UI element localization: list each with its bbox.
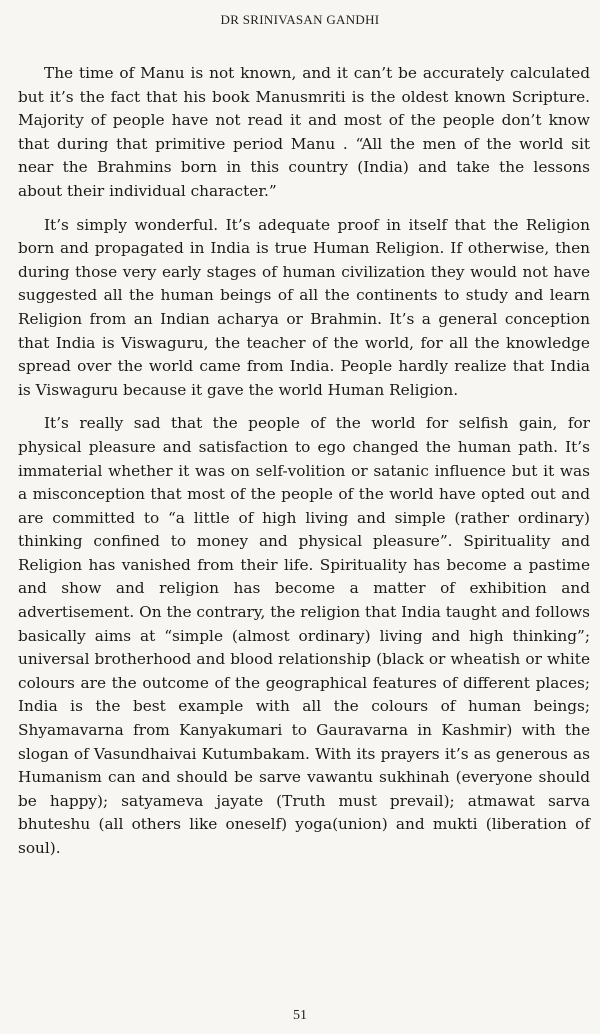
paragraph-1: The time of Manu is not known, and it can’t be accurately calculated but it’s the fact that his book Manusmriti is the oldest known Scripture. Majority of people have not read it and most of the people don’t know that during that primitive period Manu . “All the men of the world sit near the Brahmins born in this country (India) and take the lessons about their individual character.” bbox=[18, 64, 590, 200]
running-header: DR SRINIVASAN GANDHI bbox=[220, 12, 380, 27]
paragraph-3: It’s really sad that the people of the world for selfish gain, for physical pleasure and satisfaction to ego changed the human path. It’s immaterial whether it was on self-volition or satanic influence but it was a misconception that most of the people of the world have opted out and are committed to “a little of high living and simple (rather ordinary) thinking confined to money and physical pleasure”. Spirituality and Religion has vanished from their life. Spirituality has become a pastime and show and religion has become a matter of exhibition and advertisement. On the contrary, the religion that India taught and follows basically aims at “simple (almost ordinary) living and high thinking”; universal brotherhood and blood relationship (black or wheatish or white colours are the outcome of the geographical features of different places; India is the best example with all the colours of human beings; Shyamavarna from Kanyakumari to Gauravarna in Kashmir) with the slogan of Vasundhaivai Kutumbakam. With its prayers it’s as generous as Humanism can and should be sarve vawantu sukhinah (everyone should be happy); satyameva jayate (Truth must prevail); atmawat sarva bhuteshu (all others like oneself) yoga(union) and mukti (liberation of soul). bbox=[18, 414, 590, 857]
body-text bbox=[18, 62, 590, 871]
page-number: 51 bbox=[293, 1008, 307, 1023]
paragraph-2: It’s simply wonderful. It’s adequate proof in itself that the Religion born and propagated in India is true Human Religion. If otherwise, then during those very early stages of human civilization they would not have suggested all the human beings of all the continents to study and learn Religion from an Indian acharya or Brahmin. It’s a general conception that India is Viswaguru, the teacher of the world, for all the knowledge spread over the world came from India. People hardly realize that India is Viswaguru because it gave the world Human Religion. bbox=[18, 215, 590, 399]
